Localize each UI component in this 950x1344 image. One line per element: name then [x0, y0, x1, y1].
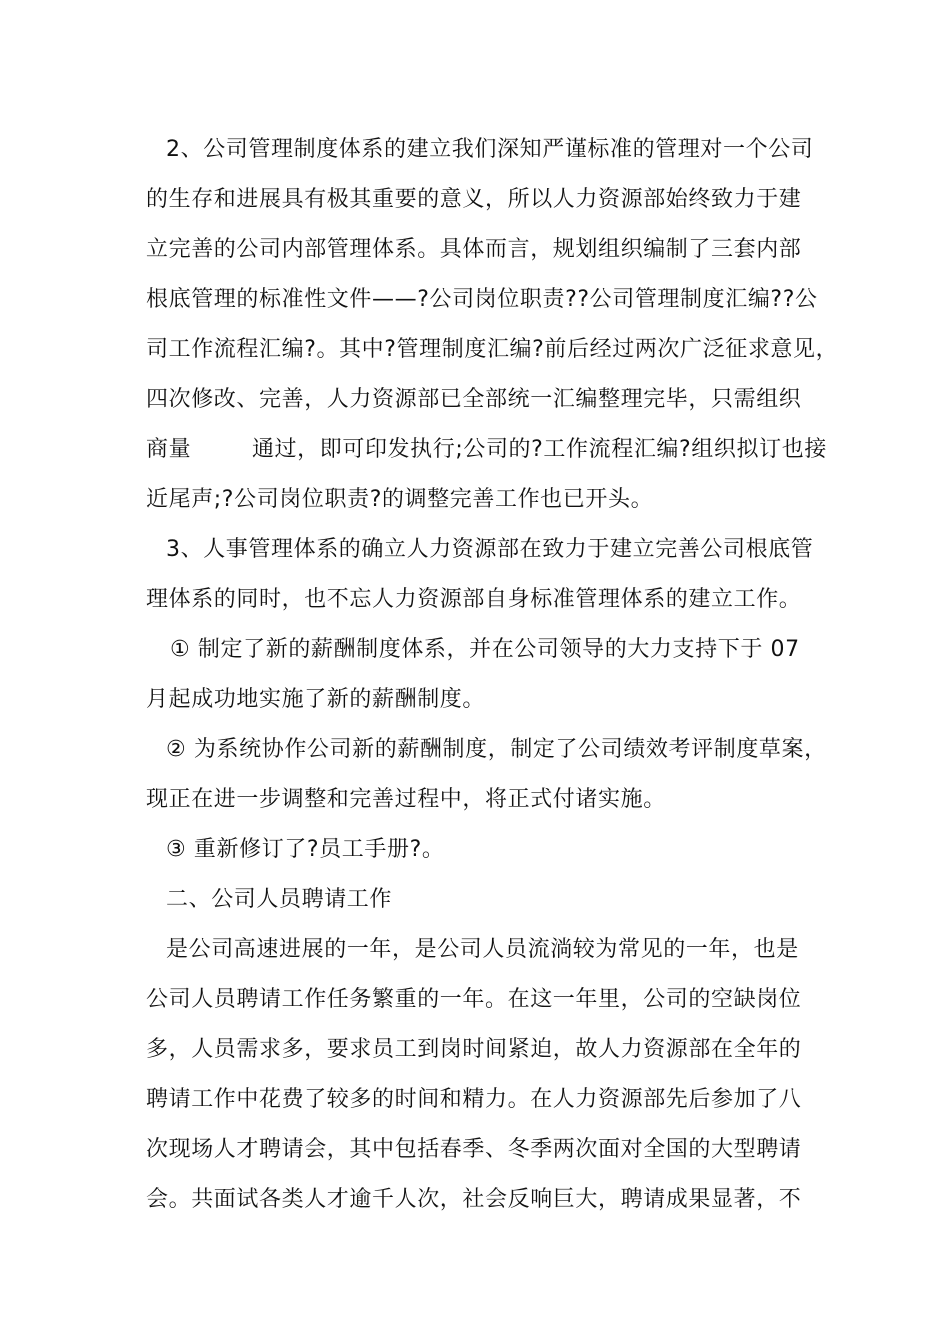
text-line: 2、公司管理制度体系的建立我们深知严谨标准的管理对一个公司: [166, 137, 814, 162]
text-line: 根底管理的标准性文件——?公司岗位职责??公司管理制度汇编??公: [146, 287, 818, 312]
section-heading: 二、公司人员聘请工作: [166, 887, 393, 912]
text-line: 理体系的同时，也不忘人力资源部自身标准管理体系的建立工作。: [146, 587, 802, 612]
text-line: 会。共面试各类人才逾千人次，社会反响巨大，聘请成果显著，不: [146, 1187, 802, 1212]
text-line: 近尾声;?公司岗位职责?的调整完善工作也已开头。: [146, 487, 654, 512]
text-line: 四次修改、完善，人力资源部已全部统一汇编整理完毕，只需组织: [146, 387, 802, 412]
text-line: 次现场人才聘请会，其中包括春季、冬季两次面对全国的大型聘请: [146, 1137, 802, 1162]
text-line: 现正在进一步调整和完善过程中，将正式付诸实施。: [146, 787, 666, 812]
text-line: ② 为系统协作公司新的薪酬制度，制定了公司绩效考评制度草案，: [166, 737, 827, 762]
text-line: 的生存和进展具有极其重要的意义，所以人力资源部始终致力于建: [146, 187, 802, 212]
text-line: 月起成功地实施了新的薪酬制度。: [146, 687, 486, 712]
text-line: 是公司高速进展的一年，是公司人员流淌较为常见的一年，也是: [166, 937, 799, 962]
text-line: 3、人事管理体系的确立人力资源部在致力于建立完善公司根底管: [166, 537, 814, 562]
text-line: 聘请工作中花费了较多的时间和精力。在人力资源部先后参加了八: [146, 1087, 802, 1112]
text-line: 多，人员需求多，要求员工到岗时间紧迫，故人力资源部在全年的: [146, 1037, 802, 1062]
text-line: ① 制定了新的薪酬制度体系，并在公司领导的大力支持下于 07: [170, 637, 800, 662]
text-line: 公司人员聘请工作任务繁重的一年。在这一年里，公司的空缺岗位: [146, 987, 802, 1012]
text-line: 商量 通过，即可印发执行;公司的?工作流程汇编?组织拟订也接: [146, 437, 827, 462]
text-line: 立完善的公司内部管理体系。具体而言，规划组织编制了三套内部: [146, 237, 802, 262]
text-line: ③ 重新修订了?员工手册?。: [166, 837, 445, 862]
text-line: 司工作流程汇编?。其中?管理制度汇编?前后经过两次广泛征求意见，: [146, 337, 839, 362]
